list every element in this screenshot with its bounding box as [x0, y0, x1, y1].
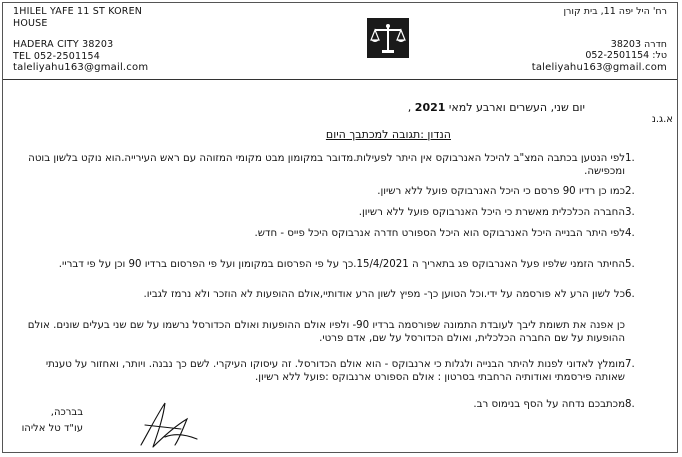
item-text: החברה הכלכלית מאשרת כי היכל האנרבוקס פועל ללא רשיון. — [358, 207, 625, 218]
letter-date — [408, 101, 585, 114]
item-number: 3. — [625, 207, 635, 218]
letterhead-left — [13, 6, 142, 62]
item-number: 8. — [625, 399, 635, 410]
signature-block — [17, 405, 83, 437]
address-line-en: 1HILEL YAFE 11 ST KOREN — [13, 6, 143, 17]
item-number: 5. — [625, 259, 635, 270]
date-suffix: , — [407, 101, 415, 114]
item-text: מומלץ לאדוני לפנות להיתר הבנייה ולגלות כי ארנבוקס - הוא אולם הכדורסל. זה עיסוקו העיקרי. לשם כך נבנה. ויותר, ואחזור על טענתי שאותה פירסמתי ואודותיה הרחבתי בסרטון : אולם הספורט ארנבוקס :פועל ללא רשיון. — [45, 359, 625, 383]
item-text: כמו כן רדיו 90 פרסם כי היכל האנרבוקס פועל ללא רשיון. — [377, 186, 625, 197]
address-line2-en: HOUSE — [13, 17, 48, 29]
closing-text: בברכה, — [50, 407, 83, 418]
city-en: HADERA CITY 38203 — [13, 39, 114, 50]
item-number: 2. — [625, 186, 635, 197]
phone-he: טל: 052-2501154 — [585, 50, 667, 61]
item-text: כן אפנה את תשומת ליבך לעובדת התמונה שפורסמה ברדיו 90- ולפיו אולם ההופעות ואולם הכדורסל נרשמו על שם שני בעלים שונים. אולם ההופעות על שם החברה הכלכלית, ואולם הכדורסל על שם, אדם פרטי. — [27, 320, 625, 344]
item-number: 7. — [625, 359, 635, 370]
phone-en: TEL 052-2501154 — [13, 50, 100, 62]
salutation: א.ג.נ — [651, 114, 673, 125]
email-en: taleliyahu163@gmail.com — [13, 62, 149, 73]
letterhead-right — [563, 6, 667, 62]
scales-of-justice-icon — [367, 18, 409, 58]
letter-subject: הנדון :תגובה למכתבך היום — [325, 128, 451, 141]
date-text: יום שני, העשרים וארבע למאי — [448, 101, 585, 114]
city-he: חדרה 38203 — [610, 38, 667, 50]
item-text: לפי היתר הבנייה היכל האנרבוקס הוא היכל הספורט חדרה אנרבוקס היכל פייס - חדש. — [254, 228, 625, 239]
signer-name: עו"ד טל אליהו — [21, 423, 83, 434]
address-line-he: רח' היל יפה 11, בית קורן — [563, 6, 667, 17]
letter-page — [2, 2, 678, 453]
item-text: כל לשון הרע לא פורסמה על ידי.וכל הטוען כך- מפיץ לשון הרע אודותיי,אולם ההופעות לא הוזכר ולא נרמז לגביו. — [143, 289, 625, 300]
item-number: 4. — [625, 228, 635, 239]
email-he: taleliyahu163@gmail.com — [531, 62, 667, 73]
item-number: 1. — [625, 153, 635, 164]
item-text: לפי הנטען בכתבה המצ"ב להיכל האנרבוקס אין היתר לפעילות.מדובר במקומון מבט מקומי המזוהה עם ראש העירייה.הוא נוקט בלשון בוטה ומכפישה. — [28, 153, 625, 177]
item-text: החיתר הזמני שלפיו פעל האנרבוקס פג בתאריך ה 15/4/2021.כך על פי הפרסום במקומון ועל פי הפרסום ברדיו 90 וכן על פי דבריי. — [58, 259, 625, 270]
item-text: מכתבכם נדחה על הסף בנימוס רב. — [473, 399, 625, 410]
item-number: 6. — [625, 289, 635, 300]
handwritten-signature — [135, 395, 205, 453]
header-divider — [3, 79, 677, 80]
date-year: 2021 — [414, 101, 446, 114]
